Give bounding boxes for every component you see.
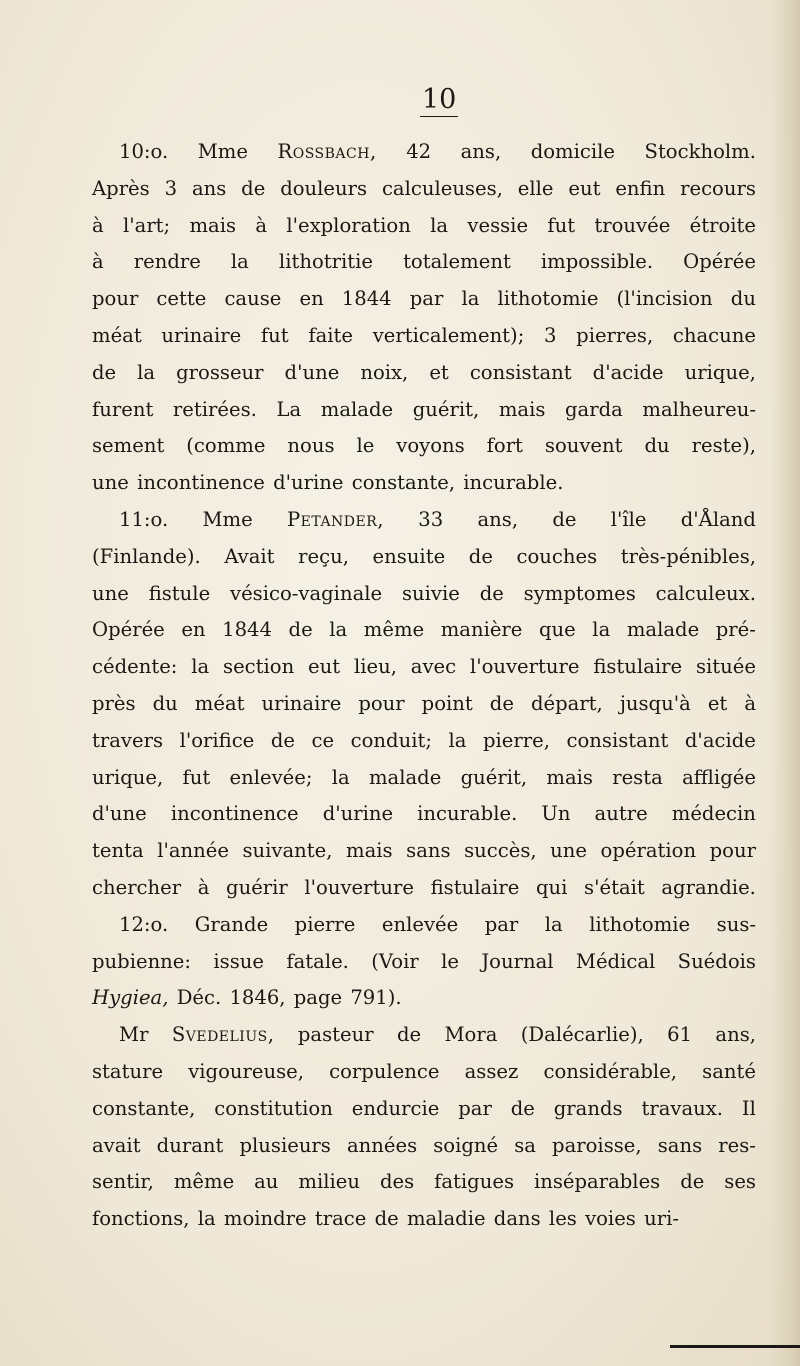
word: à xyxy=(255,213,268,237)
word: Svedelius, xyxy=(171,1023,275,1047)
word: même xyxy=(173,1170,235,1194)
word: la xyxy=(592,618,611,642)
text-line xyxy=(92,318,756,355)
word: section xyxy=(223,655,295,679)
word: point xyxy=(421,691,473,715)
word: pierres, xyxy=(576,323,654,347)
word: douleurs xyxy=(280,176,368,200)
word: grosseur xyxy=(176,360,264,384)
word: paroisse, xyxy=(552,1133,642,1157)
word: plusieurs xyxy=(239,1133,331,1157)
text-line xyxy=(92,1017,756,1054)
word: la xyxy=(191,655,210,679)
word: 1846, xyxy=(229,986,286,1010)
word: Opérée xyxy=(683,250,756,274)
word: méat xyxy=(194,691,245,715)
word: Mr xyxy=(119,1023,149,1047)
word: (Voir xyxy=(371,949,419,973)
word: d'Åland xyxy=(680,507,756,531)
word: de xyxy=(680,1170,705,1194)
word: de xyxy=(374,1207,399,1231)
word: Journal xyxy=(481,949,554,973)
bottom-rule xyxy=(670,1345,800,1348)
word: à xyxy=(744,691,756,715)
word: endurcie xyxy=(351,1096,440,1120)
word: années xyxy=(346,1133,418,1157)
word: la xyxy=(197,1207,216,1231)
word: de xyxy=(288,618,313,642)
word: inséparables xyxy=(533,1170,661,1194)
word: domicile xyxy=(530,140,616,163)
word: de xyxy=(396,1023,422,1047)
word: grands xyxy=(553,1096,623,1120)
word: les xyxy=(548,1207,577,1231)
word: à xyxy=(92,213,104,237)
page-number: 10 xyxy=(422,84,457,115)
text-line xyxy=(92,833,756,870)
word: par xyxy=(409,287,444,311)
word: l'exploration xyxy=(286,213,411,237)
word: cette xyxy=(156,287,207,311)
word: faite xyxy=(308,323,354,347)
text-line xyxy=(92,244,756,281)
word: corpulence xyxy=(329,1059,440,1083)
word: incurable. xyxy=(417,802,518,826)
word: urinaire xyxy=(261,691,342,715)
word: guérit, xyxy=(460,765,528,789)
word: reçu, xyxy=(298,544,349,568)
text-line xyxy=(92,502,756,539)
word: 3 xyxy=(544,323,557,347)
word: cause xyxy=(224,287,282,311)
word: sentir, xyxy=(92,1170,154,1194)
word: souvent xyxy=(544,434,623,458)
word: ses xyxy=(724,1170,756,1194)
word: Un xyxy=(541,802,571,826)
word: étroite xyxy=(689,213,756,237)
word: la xyxy=(461,287,480,311)
word: pierre, xyxy=(483,728,550,752)
word: chercher xyxy=(92,875,182,899)
word: couches xyxy=(516,544,598,568)
text-line xyxy=(92,134,756,171)
text-line xyxy=(92,428,756,465)
word: incurable. xyxy=(463,471,564,495)
word: 1844 xyxy=(341,287,392,311)
word: la xyxy=(329,618,348,642)
word: Médical xyxy=(575,949,656,973)
text-line xyxy=(92,1201,756,1238)
word: opération xyxy=(600,839,697,863)
word: elle xyxy=(517,176,554,200)
word: même xyxy=(363,618,425,642)
word: située xyxy=(695,655,756,679)
word: uri- xyxy=(644,1207,679,1231)
word: dans xyxy=(493,1207,541,1231)
word: pour xyxy=(709,839,756,863)
word: trouvée xyxy=(594,213,671,237)
word: ensuite xyxy=(372,544,446,568)
word: constante, xyxy=(351,471,456,495)
word: calculeux. xyxy=(655,581,756,605)
word: près xyxy=(92,691,136,715)
word: autre xyxy=(594,802,648,826)
word: fatigues xyxy=(434,1170,514,1194)
word: constante, xyxy=(92,1096,196,1120)
page-edge-shadow xyxy=(770,0,800,1366)
word: médecin xyxy=(671,802,756,826)
text-line xyxy=(92,649,756,686)
word: constitution xyxy=(214,1096,333,1120)
word: issue xyxy=(213,949,264,973)
word: recours xyxy=(680,176,756,200)
word: affligée xyxy=(682,765,756,789)
word: incontinence xyxy=(170,802,299,826)
word: considérable, xyxy=(543,1059,678,1083)
word: Mme xyxy=(197,140,248,163)
word: (comme xyxy=(186,434,266,458)
word: santé xyxy=(702,1059,756,1083)
text-line xyxy=(92,355,756,392)
word: d'une xyxy=(92,802,147,826)
word: l'ouverture xyxy=(304,875,414,899)
word: ans, xyxy=(460,140,502,163)
word: ans, xyxy=(715,1023,756,1047)
word: de xyxy=(479,581,504,605)
text-line xyxy=(92,612,756,649)
word: res- xyxy=(718,1133,756,1157)
word: du xyxy=(730,287,756,311)
word: fut xyxy=(547,213,576,237)
word: voyons xyxy=(396,434,465,458)
word: sans xyxy=(406,839,451,863)
word: travers xyxy=(92,728,164,752)
word: pré- xyxy=(715,618,756,642)
word: garda xyxy=(565,397,623,421)
word: consistant xyxy=(469,360,572,384)
word: le xyxy=(441,949,459,973)
text-line xyxy=(92,208,756,245)
word: l'année xyxy=(157,839,229,863)
word: fistulaire xyxy=(430,875,520,899)
word: avec xyxy=(410,655,457,679)
word: trace xyxy=(314,1207,367,1231)
word: enfin xyxy=(615,176,666,200)
text-line xyxy=(92,760,756,797)
word: très-pénibles, xyxy=(620,544,756,568)
word: pasteur xyxy=(297,1023,374,1047)
text-line xyxy=(92,870,756,907)
body-text xyxy=(92,134,756,1238)
word: 10:o. xyxy=(119,140,169,163)
word: d'urine xyxy=(322,802,394,826)
word: impossible. xyxy=(540,250,654,274)
word: Suédois xyxy=(677,949,756,973)
word: succès, xyxy=(464,839,537,863)
word: de xyxy=(552,507,577,531)
word: d'acide xyxy=(592,360,664,384)
word: vigoureuse, xyxy=(188,1059,304,1083)
text-line xyxy=(92,796,756,833)
word: la xyxy=(430,213,449,237)
word: fistulaire xyxy=(593,655,683,679)
word: (Finlande). xyxy=(92,544,201,568)
text-line xyxy=(92,576,756,613)
word: sement xyxy=(92,434,165,458)
word: Déc. xyxy=(176,986,222,1010)
word: la xyxy=(137,360,156,384)
text-line xyxy=(92,907,756,944)
word: Après xyxy=(92,176,150,200)
word: le xyxy=(356,434,375,458)
text-line xyxy=(92,944,756,981)
word: par xyxy=(484,912,519,936)
text-line xyxy=(92,392,756,429)
word: cédente: xyxy=(92,655,178,679)
word: totalement xyxy=(403,250,511,274)
word: départ, xyxy=(530,691,603,715)
word: à xyxy=(197,875,210,899)
word: de xyxy=(468,544,493,568)
word: lithotomie xyxy=(589,912,691,936)
word: pour xyxy=(92,287,139,311)
word: assez xyxy=(464,1059,519,1083)
word: du xyxy=(644,434,670,458)
word: d'urine xyxy=(273,471,344,495)
word: mais xyxy=(498,397,546,421)
word: la xyxy=(448,728,467,752)
word: chacune xyxy=(672,323,756,347)
text-line xyxy=(92,465,756,502)
word: en xyxy=(181,618,206,642)
word: fistule xyxy=(148,581,211,605)
text-line xyxy=(92,686,756,723)
word: pierre xyxy=(294,912,356,936)
word: manière xyxy=(440,618,523,642)
word: la xyxy=(331,765,350,789)
word: par xyxy=(458,1096,492,1120)
text-line xyxy=(92,1054,756,1091)
word: soigné xyxy=(433,1133,499,1157)
word: et xyxy=(707,691,728,715)
word: mais xyxy=(546,765,593,789)
word: urique, xyxy=(92,765,164,789)
word: du xyxy=(152,691,178,715)
word: Rossbach, xyxy=(277,140,377,163)
word: (l'incision xyxy=(616,287,713,311)
word: (Dalécarlie), xyxy=(520,1023,644,1047)
word: noix, xyxy=(360,360,409,384)
word: malade xyxy=(626,618,700,642)
word: calculeuses, xyxy=(381,176,503,200)
text-line xyxy=(92,723,756,760)
word: urinaire xyxy=(161,323,242,347)
word: Mme xyxy=(202,507,253,531)
word: mais xyxy=(346,839,393,863)
word: de xyxy=(92,360,117,384)
word: fut xyxy=(260,323,289,347)
text-line xyxy=(92,980,756,1017)
word: resta xyxy=(612,765,663,789)
word: une xyxy=(92,471,129,495)
word: Stockholm. xyxy=(644,140,756,163)
word: enlevée; xyxy=(229,765,313,789)
text-line xyxy=(92,1128,756,1165)
word: enlevée xyxy=(381,912,459,936)
word: reste), xyxy=(691,434,756,458)
word: pour xyxy=(358,691,405,715)
word: symptomes xyxy=(523,581,636,605)
word: eut xyxy=(568,176,601,200)
word: de xyxy=(270,728,295,752)
word: ans xyxy=(191,176,227,200)
word: l'ouverture xyxy=(469,655,580,679)
word: avait xyxy=(92,1133,141,1157)
word: 12:o. xyxy=(119,912,169,936)
word: ce xyxy=(311,728,335,752)
word: incontinence xyxy=(137,471,265,495)
word: nous xyxy=(287,434,335,458)
text-line xyxy=(92,1164,756,1201)
word: lithotomie xyxy=(497,287,599,311)
word: vésico-vaginale xyxy=(230,581,383,605)
word: rendre xyxy=(133,250,201,274)
word: suivante, xyxy=(242,839,333,863)
word: lieu, xyxy=(353,655,397,679)
word: malade xyxy=(368,765,442,789)
word: lithotritie xyxy=(278,250,373,274)
text-line xyxy=(92,171,756,208)
word: agrandie. xyxy=(661,875,756,899)
word: la xyxy=(230,250,249,274)
word: d'acide xyxy=(684,728,756,752)
word: fut xyxy=(182,765,211,789)
word: l'art; xyxy=(122,213,171,237)
text-line xyxy=(92,281,756,318)
text-line xyxy=(92,1091,756,1128)
word: stature xyxy=(92,1059,164,1083)
word: maladie xyxy=(406,1207,486,1231)
word: l'île xyxy=(610,507,647,531)
word: 61 xyxy=(667,1023,693,1047)
word: la xyxy=(544,912,563,936)
word: suivie xyxy=(401,581,460,605)
word: de xyxy=(489,691,514,715)
word: consistant xyxy=(566,728,669,752)
word: Grande xyxy=(194,912,269,936)
word: sus- xyxy=(716,912,756,936)
word: une xyxy=(92,581,129,605)
word: de xyxy=(510,1096,535,1120)
word: conduit; xyxy=(350,728,432,752)
word: à xyxy=(92,250,104,274)
word: fatale. xyxy=(286,949,349,973)
word: de xyxy=(241,176,266,200)
word: voies xyxy=(585,1207,636,1231)
word: 3 xyxy=(164,176,178,200)
word: 11:o. xyxy=(119,507,169,531)
word: milieu xyxy=(298,1170,360,1194)
word: malade xyxy=(320,397,394,421)
word: eut xyxy=(308,655,341,679)
word: s'était xyxy=(584,875,645,899)
word: mais xyxy=(189,213,237,237)
word: et xyxy=(429,360,449,384)
word: jusqu'à xyxy=(619,691,691,715)
word: sa xyxy=(514,1133,536,1157)
word: verticalement); xyxy=(372,323,525,347)
word: Il xyxy=(741,1096,756,1120)
word: furent xyxy=(92,397,154,421)
text-line xyxy=(92,539,756,576)
word: vessie xyxy=(467,213,529,237)
word: durant xyxy=(156,1133,224,1157)
word: travaux. xyxy=(641,1096,724,1120)
word: Hygiea, xyxy=(92,986,169,1010)
word: 42 xyxy=(406,140,432,163)
word: fonctions, xyxy=(92,1207,190,1231)
word: 791). xyxy=(350,986,402,1010)
word: des xyxy=(379,1170,415,1194)
word: sans xyxy=(657,1133,703,1157)
word: méat xyxy=(92,323,142,347)
word: urique, xyxy=(684,360,756,384)
word: guérit, xyxy=(412,397,480,421)
word: en xyxy=(299,287,324,311)
word: Avait xyxy=(224,544,275,568)
word: l'orifice xyxy=(179,728,255,752)
word: pubienne: xyxy=(92,949,192,973)
word: La xyxy=(276,397,302,421)
word: au xyxy=(254,1170,279,1194)
word: une xyxy=(550,839,587,863)
word: que xyxy=(538,618,576,642)
word: retirées. xyxy=(172,397,257,421)
word: fort xyxy=(486,434,523,458)
word: guérir xyxy=(226,875,288,899)
word: Petander, xyxy=(286,507,385,531)
word: 1844 xyxy=(222,618,272,642)
word: moindre xyxy=(223,1207,307,1231)
word: tenta xyxy=(92,839,144,863)
word: d'une xyxy=(284,360,340,384)
word: qui xyxy=(535,875,568,899)
word: Opérée xyxy=(92,618,165,642)
word: Mora xyxy=(444,1023,498,1047)
word: malheureu- xyxy=(642,397,756,421)
word: ans, xyxy=(477,507,519,531)
word: 33 xyxy=(418,507,444,531)
word: page xyxy=(293,986,343,1010)
